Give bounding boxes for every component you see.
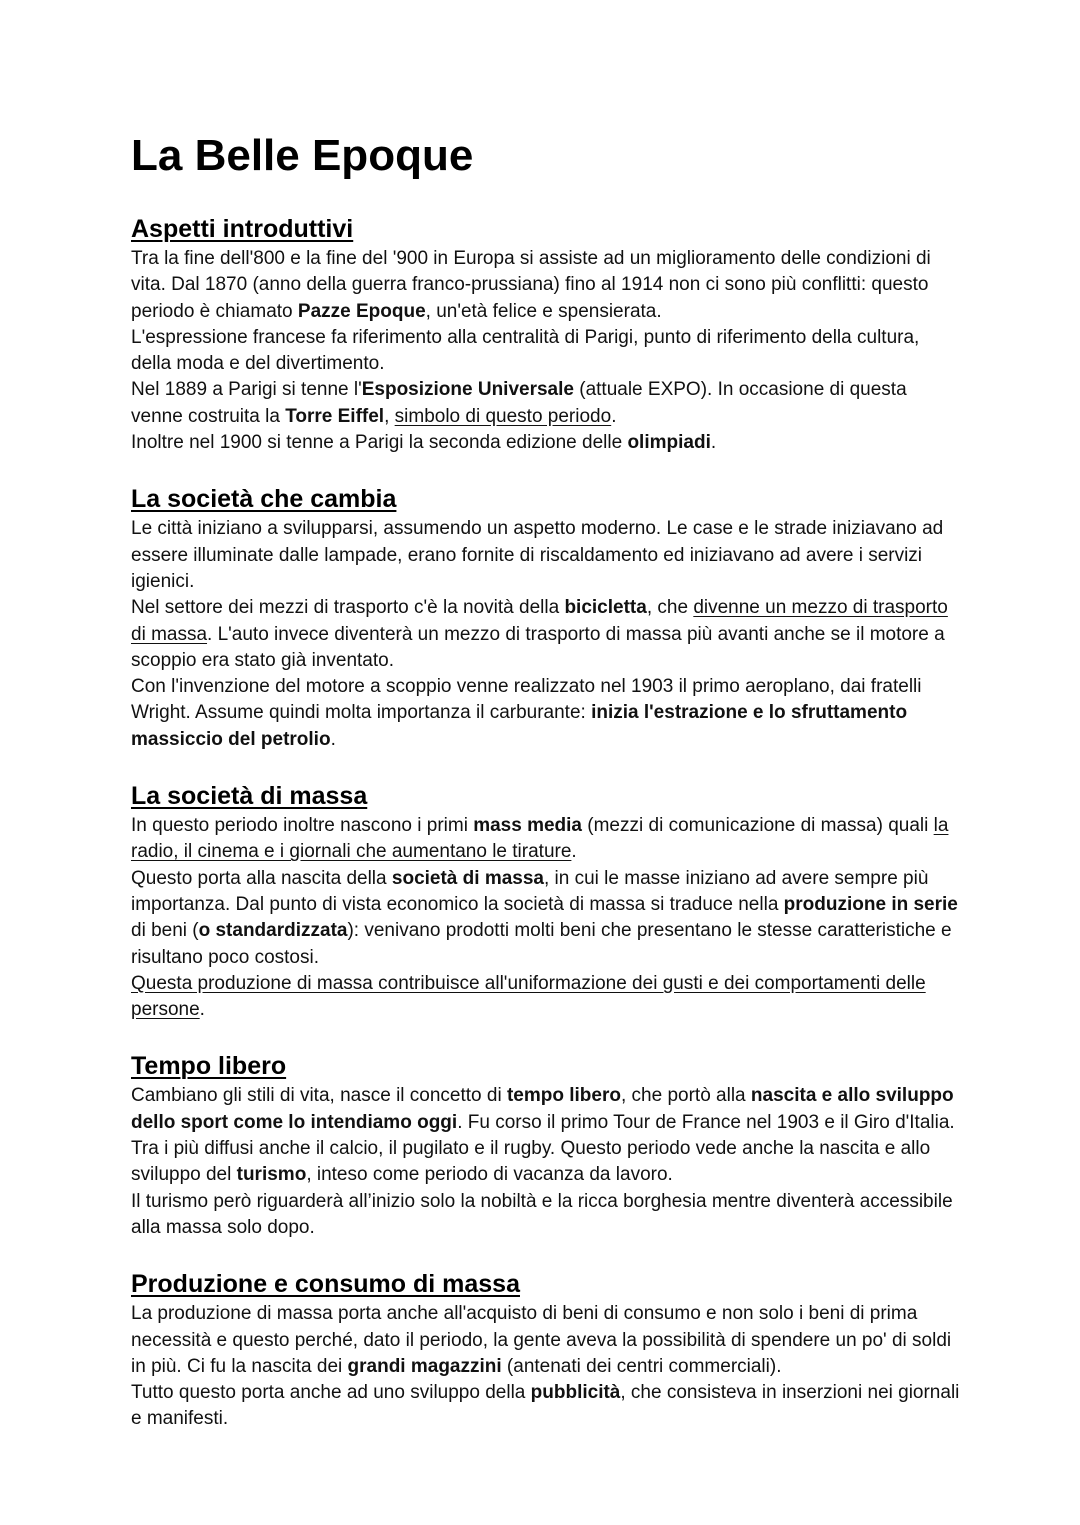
text-run: di beni ( <box>131 920 199 942</box>
section <box>131 779 961 1023</box>
text-run: La produzione di massa porta anche all'acquisto di beni di consumo e non solo i beni di prima necessità e questo perché, dato il periodo, la gente aveva la possibilità di spendere un po' di soldi in più. Ci fu la nascita dei <box>131 1303 952 1377</box>
text-run: Nel settore dei mezzi di trasporto c'è la novità della <box>131 597 565 619</box>
bold-text: bicicletta <box>564 597 647 619</box>
text-run: In questo periodo inoltre nascono i primi <box>131 815 474 837</box>
bold-text: Torre Eiffel <box>285 405 385 427</box>
paragraph <box>131 1083 961 1188</box>
bold-text: o standardizzata <box>198 920 348 942</box>
text-run: . <box>710 432 717 454</box>
section-heading: Produzione e consumo di massa <box>131 1270 520 1299</box>
section <box>131 1049 961 1241</box>
paragraph <box>131 430 961 456</box>
section-heading: La società di massa <box>131 782 368 811</box>
text-run: Questo porta alla nascita della <box>131 867 392 889</box>
paragraph <box>131 1380 961 1433</box>
document-page <box>131 128 961 1433</box>
paragraph <box>131 377 961 430</box>
text-run: , <box>384 405 395 427</box>
paragraph <box>131 1189 961 1242</box>
document-body <box>131 212 961 1433</box>
bold-text: pubblicità <box>530 1382 621 1404</box>
bold-text: turismo <box>236 1164 307 1186</box>
bold-text: inizia l'estrazione e lo sfruttamento massiccio del petrolio <box>131 702 908 750</box>
bold-text: società di massa <box>391 867 544 889</box>
paragraph <box>131 813 961 866</box>
underlined-text: simbolo di questo periodo <box>394 405 612 427</box>
text-run: Nel 1889 a Parigi si tenne l' <box>131 379 362 401</box>
section <box>131 482 961 753</box>
paragraph <box>131 516 961 595</box>
text-run: , inteso come periodo di vacanza da lavoro. <box>306 1164 673 1186</box>
bold-text: tempo libero <box>506 1085 621 1107</box>
text-run: . <box>571 841 577 863</box>
section <box>131 1267 961 1432</box>
document-title: La Belle Epoque <box>131 131 474 180</box>
text-run: (mezzi di comunicazione di massa) quali <box>582 815 934 837</box>
paragraph <box>131 595 961 674</box>
section <box>131 212 961 456</box>
bold-text: produzione in serie <box>783 893 958 915</box>
text-run: . L'auto invece diventerà un mezzo di trasporto di massa più avanti anche se il motore a scoppio era stato già inventato. <box>131 623 945 671</box>
section-heading: Aspetti introduttivi <box>131 215 354 243</box>
paragraph <box>131 674 961 753</box>
text-run: L'espressione francese fa riferimento alla centralità di Parigi, punto di riferimento della cultura, della moda e del divertimento. <box>131 326 920 375</box>
text-run: , che <box>646 597 694 619</box>
paragraph <box>131 1301 961 1380</box>
text-run: . <box>611 405 617 427</box>
text-run: Cambiano gli stili di vita, nasce il concetto di <box>131 1085 507 1107</box>
paragraph <box>131 971 961 1024</box>
underlined-text: la radio, il cinema e i giornali che aumentano le tirature <box>131 815 949 863</box>
text-run: Con l'invenzione del motore a scoppio venne realizzato nel 1903 il primo aeroplano, dai fratelli Wright. Assume quindi molta importanza il carburante: <box>131 676 922 724</box>
bold-text: olimpiadi <box>627 432 711 454</box>
text-run: , che consisteva in inserzioni nei giornali e manifesti. <box>131 1382 960 1430</box>
text-run: Il turismo però riguarderà all’inizio solo la nobiltà e la ricca borghesia mentre diventerà accessibile alla massa solo dopo. <box>131 1190 953 1238</box>
text-run: (attuale EXPO). In occasione di questa venne costruita la <box>131 379 907 427</box>
paragraph <box>131 325 961 378</box>
section-heading: La società che cambia <box>131 485 397 514</box>
bold-text: mass media <box>473 815 582 837</box>
text-run: Tra la fine dell'800 e la fine del '900 in Europa si assiste ad un miglioramento delle condizioni di vita. Dal 1870 (anno della guerra franco-prussiana) fino al 1914 non ci sono più conflitti: questo periodo è chiamato <box>131 248 931 322</box>
text-run: , in cui le masse iniziano ad avere sempre più importanza. Dal punto di vista economico la società di massa si traduce nella <box>131 867 929 915</box>
text-run: , un'età felice e spensierata. <box>425 300 662 322</box>
text-run: Le città iniziano a svilupparsi, assumendo un aspetto moderno. Le case e le strade iniziavano ad essere illuminate dalle lampade, erano fornite di riscaldamento ed iniziavano ad avere i servizi igienici. <box>131 518 944 592</box>
text-run: . <box>330 728 336 750</box>
text-run: . Fu corso il primo Tour de France nel 1903 e il Giro d'Italia. Tra i più diffusi anche il calcio, il pugilato e il rugby. Questo periodo vede anche la nascita e allo sviluppo del <box>131 1111 955 1186</box>
underlined-text: divenne un mezzo di trasporto di massa <box>131 597 948 645</box>
bold-text: Esposizione Universale <box>361 379 574 401</box>
bold-text: Pazze Epoque <box>297 300 426 322</box>
text-run: ): venivano prodotti molti beni che presentano le stesse caratteristiche e risultano poco costosi. <box>131 920 952 968</box>
section-heading: Tempo libero <box>131 1052 287 1081</box>
text-run: Tutto questo porta anche ad uno sviluppo della <box>131 1382 531 1404</box>
text-run: , che portò alla <box>620 1085 751 1107</box>
bold-text: nascita e allo sviluppo dello sport come lo intendiamo oggi <box>131 1085 954 1133</box>
text-run: (antenati dei centri commerciali). <box>501 1355 782 1377</box>
paragraph <box>131 866 961 971</box>
underlined-text: Questa produzione di massa contribuisce all'uniformazione dei gusti e dei comportamenti delle persone <box>131 972 926 1021</box>
paragraph <box>131 246 961 325</box>
text-run: Inoltre nel 1900 si tenne a Parigi la seconda edizione delle <box>131 432 628 454</box>
bold-text: grandi magazzini <box>347 1355 502 1377</box>
text-run: . <box>199 999 205 1021</box>
